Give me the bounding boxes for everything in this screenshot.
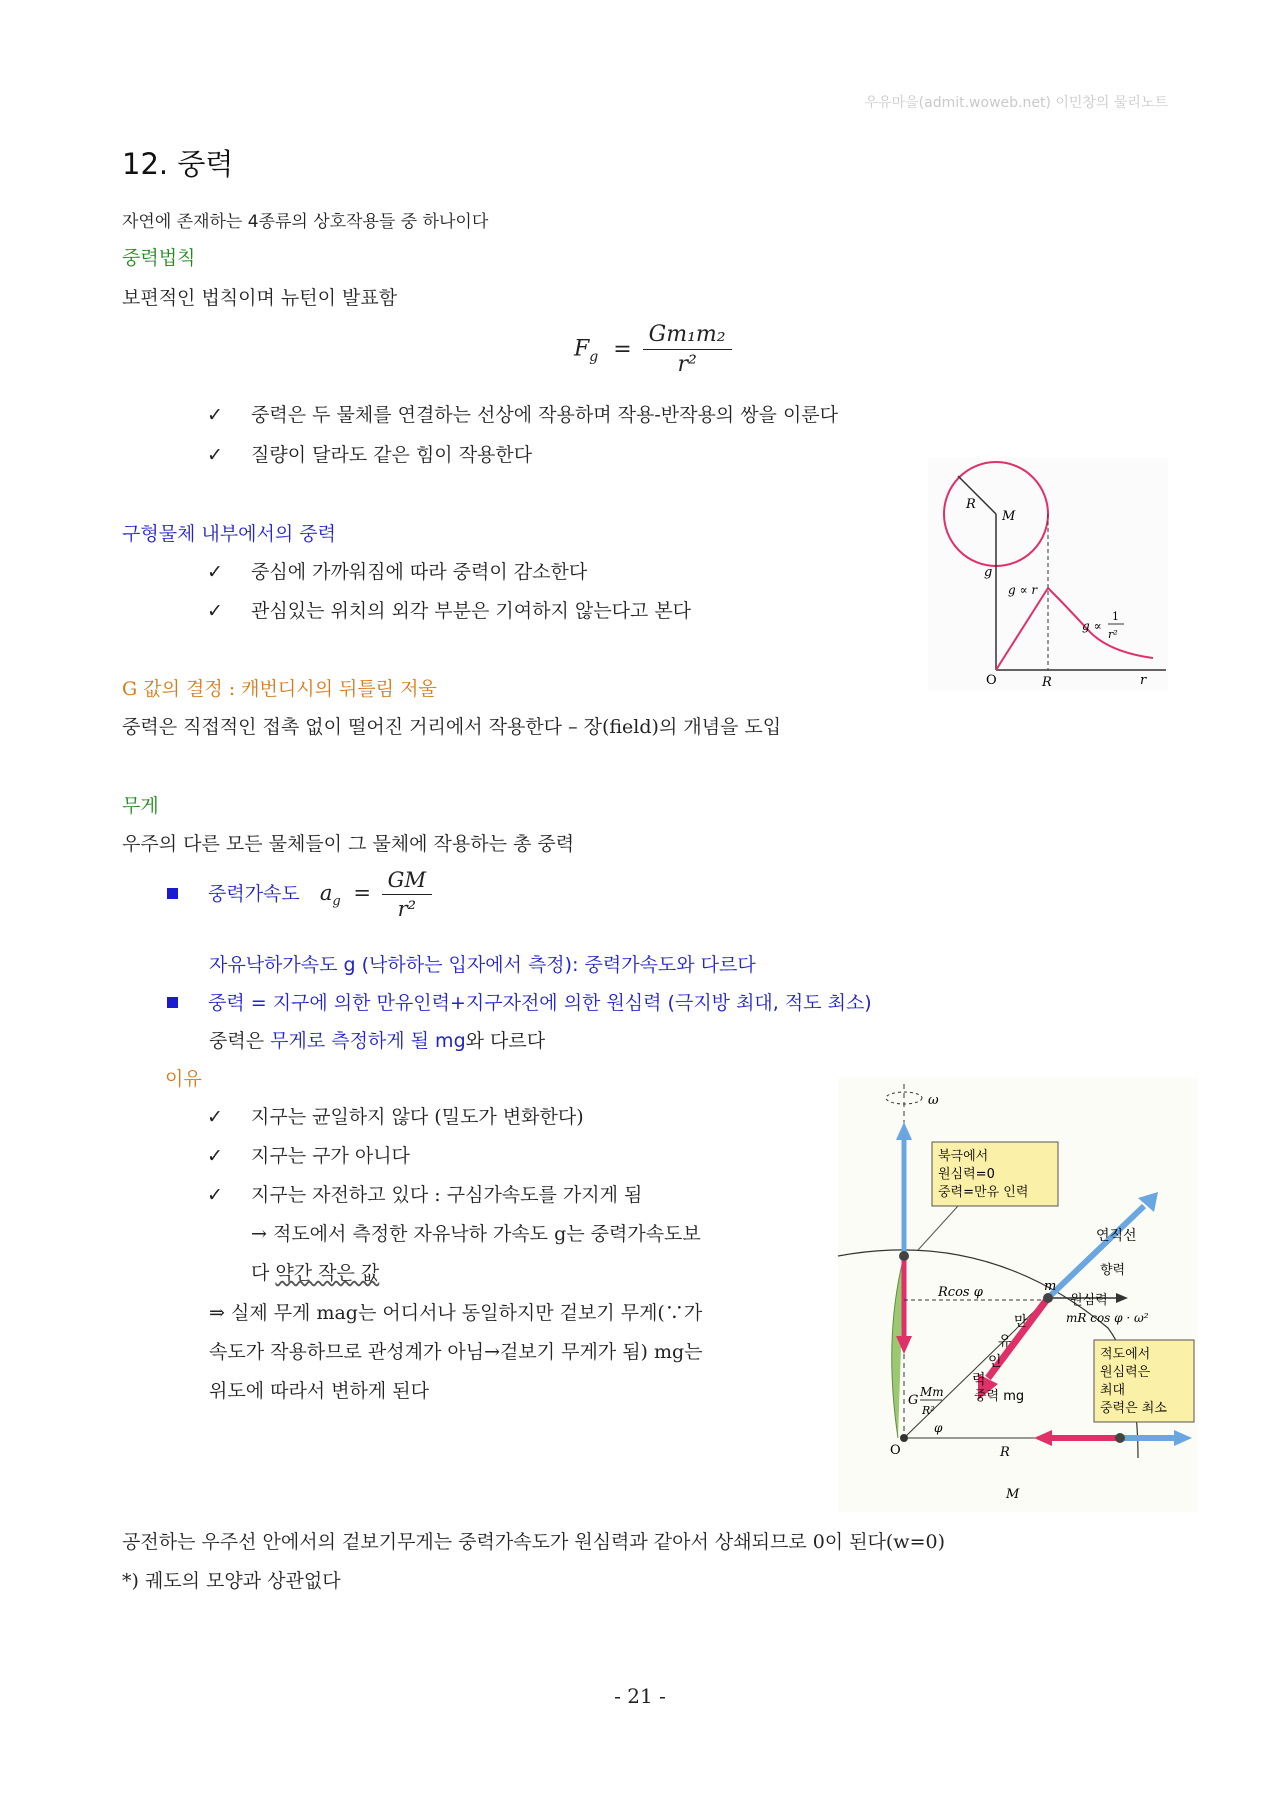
label-g-prop: g ∝: [1082, 619, 1102, 633]
law-bullet-2-text: 질량이 달라도 같은 힘이 작용한다: [251, 444, 533, 466]
gravity-def-text: 중력 = 지구에 의한 만유인력+지구자전에 의한 원심력 (극지방 최대, 적도 최소): [208, 992, 872, 1014]
label-origin: O: [986, 673, 997, 688]
formula-numerator: Gm₁m₂: [643, 322, 732, 350]
accel-bullet: 중력가속도 $a_g$ = $\frac{GM}{\text{r²}}$: [167, 868, 432, 921]
reason-bullet-1-text: 지구는 균일하지 않다 (밀도가 변화한다): [251, 1106, 584, 1128]
reason-bullet-2-text: 지구는 구가 아니다: [251, 1145, 410, 1167]
reason-arrow-line-2b: 약간 작은 값: [275, 1262, 380, 1284]
equator-box-line-3: 최대: [1100, 1383, 1126, 1398]
closing-line-2: *) 궤도의 모양과 상관없다: [122, 1570, 341, 1592]
gravity-def-bullet: [167, 988, 872, 1015]
square-bullet-icon: [167, 997, 178, 1008]
label-G: G: [908, 1393, 919, 1408]
formula-lhs: F: [574, 336, 590, 362]
north-box-line-2: 원심력=0: [938, 1167, 995, 1182]
univ-char-4: 력: [972, 1372, 986, 1388]
label-R-radius: R: [1000, 1445, 1010, 1460]
law-desc: 보편적인 법칙이며 뉴턴이 발표함: [122, 287, 398, 309]
equator-box-line-2: 원심력은: [1100, 1365, 1151, 1380]
closing-line-1: 공전하는 우주선 안에서의 겉보기무게는 중력가속도가 원심력과 같아서 상쇄되므로 0이 된다(w=0): [122, 1531, 945, 1553]
reason-bullet-3-text: 지구는 자전하고 있다 : 구심가속도를 가지게 됨: [251, 1184, 643, 1206]
therefore-line-2: 속도가 작용하므로 관성계가 아님→겉보기 무게가 됨) mg는: [209, 1341, 703, 1363]
label-omega: ω: [928, 1093, 939, 1108]
reason-arrow-line-2a: 다: [251, 1262, 270, 1284]
page-number: - 21 -: [614, 1684, 666, 1708]
label-g: g: [984, 565, 993, 580]
inside-heading: 구형물체 내부에서의 중력: [122, 523, 336, 545]
inside-bullet-1: [207, 557, 587, 584]
weight-heading: 무게: [122, 795, 159, 817]
equator-box-line-4: 중력은 최소: [1100, 1401, 1167, 1416]
measured-c: 와 다르다: [465, 1030, 546, 1052]
label-Mm: Mm: [920, 1385, 944, 1399]
gravity-formula: $F_g$ = $\frac{\text{Gm₁m₂}}{\text{r²}}$: [574, 322, 732, 377]
law-heading: 중력법칙: [122, 247, 196, 269]
checkmark-icon: ✓: [207, 600, 223, 622]
accel-denominator: r²: [397, 897, 417, 921]
reason-bullet-3: [207, 1180, 642, 1207]
reason-heading: 이유: [165, 1068, 202, 1090]
accel-sub: g: [332, 894, 341, 910]
label-centrifugal-formula: mR cos φ · ω²: [1066, 1311, 1149, 1325]
equator-box-line-1: 적도에서: [1100, 1347, 1151, 1362]
label-R: R: [966, 497, 976, 512]
checkmark-icon: ✓: [207, 1106, 223, 1128]
measured-b: 무게로 측정하게 될 mg: [270, 1030, 466, 1052]
north-box-line-3: 중력=만유 인력: [938, 1185, 1029, 1200]
univ-char-1: 만: [1014, 1314, 1028, 1330]
label-origin-O: O: [890, 1443, 901, 1458]
label-m: m: [1044, 1279, 1057, 1294]
label-one: 1: [1112, 610, 1119, 623]
reason-bullet-1: [207, 1102, 584, 1129]
therefore-line-3: 위도에 따라서 변하게 된다: [209, 1380, 430, 1402]
label-r-axis: r: [1140, 673, 1147, 688]
intro-text: 자연에 존재하는 4종류의 상호작용들 중 하나이다: [122, 212, 489, 232]
label-vertical: 연직선: [1096, 1228, 1137, 1244]
label-phi: φ: [934, 1421, 943, 1435]
label-direction: 향력: [1100, 1263, 1126, 1278]
section-title: 12. 중력: [122, 147, 234, 181]
formula-fraction: [643, 322, 732, 377]
checkmark-icon: ✓: [207, 1145, 223, 1167]
accel-numerator: GM: [382, 868, 432, 895]
label-r2: r²: [1108, 628, 1118, 641]
inside-bullet-2-text: 관심있는 위치의 외각 부분은 기여하지 않는다고 본다: [251, 600, 692, 622]
inside-bullet-2: [207, 596, 691, 623]
label-gravity-mg: 중력 mg: [974, 1389, 1025, 1404]
freefall-text: 자유낙하가속도 g (낙하하는 입자에서 측정): 중력가속도와 다르다: [209, 954, 756, 976]
law-bullet-1-text: 중력은 두 물체를 연결하는 선상에 작용하며 작용-반작용의 쌍을 이룬다: [251, 404, 839, 426]
checkmark-icon: ✓: [207, 444, 223, 466]
checkmark-icon: ✓: [207, 561, 223, 583]
gravity-vs-radius-figure: [928, 458, 1168, 690]
earth-rotation-figure: [838, 1078, 1198, 1512]
measured-text: [209, 1026, 545, 1053]
formula-lhs-sub: g: [589, 348, 599, 365]
reason-arrow-line-2: [251, 1258, 379, 1285]
label-R-axis: R: [1042, 675, 1052, 690]
univ-char-3: 인: [988, 1354, 1002, 1370]
checkmark-icon: ✓: [207, 404, 223, 426]
therefore-line-1: ⇒ 실제 무게 mag는 어디서나 동일하지만 겉보기 무게(∵가: [209, 1302, 703, 1324]
accel-lhs: a: [319, 881, 333, 905]
inside-bullet-1-text: 중심에 가까워짐에 따라 중력이 감소한다: [251, 561, 588, 583]
label-M: M: [1002, 509, 1016, 524]
univ-char-2: 유: [998, 1334, 1012, 1350]
weight-desc: 우주의 다른 모든 물체들이 그 물체에 작용하는 총 중력: [122, 833, 575, 855]
g-value-desc: 중력은 직접적인 접촉 없이 떨어진 거리에서 작용한다 – 장(field)의 개념을 도입: [122, 716, 782, 738]
label-g-prop-r: g ∝ r: [1008, 583, 1038, 597]
reason-bullet-2: [207, 1141, 410, 1168]
accel-label: 중력가속도: [208, 883, 300, 905]
measured-a: 중력은: [209, 1030, 265, 1052]
accel-fraction: [382, 868, 432, 921]
law-bullet-2: [207, 440, 532, 467]
label-centrifugal: 원심력: [1070, 1293, 1108, 1308]
square-bullet-icon: [167, 888, 178, 899]
reason-arrow-line-1: → 적도에서 측정한 자유낙하 가속도 g는 중력가속도보: [251, 1223, 701, 1245]
checkmark-icon: ✓: [207, 1184, 223, 1206]
label-rcos: Rcos φ: [938, 1285, 983, 1300]
north-box-line-1: 북극에서: [938, 1149, 989, 1164]
law-bullet-1: [207, 400, 838, 427]
label-R2: R²: [922, 1404, 935, 1417]
page-header: 우유마을(admit.woweb.net) 이민창의 물리노트: [864, 95, 1168, 111]
label-M-earth: M: [1006, 1487, 1020, 1502]
g-value-heading: G 값의 결정 : 캐번디시의 뒤틀림 저울: [122, 678, 437, 700]
formula-denominator: r²: [677, 352, 697, 377]
